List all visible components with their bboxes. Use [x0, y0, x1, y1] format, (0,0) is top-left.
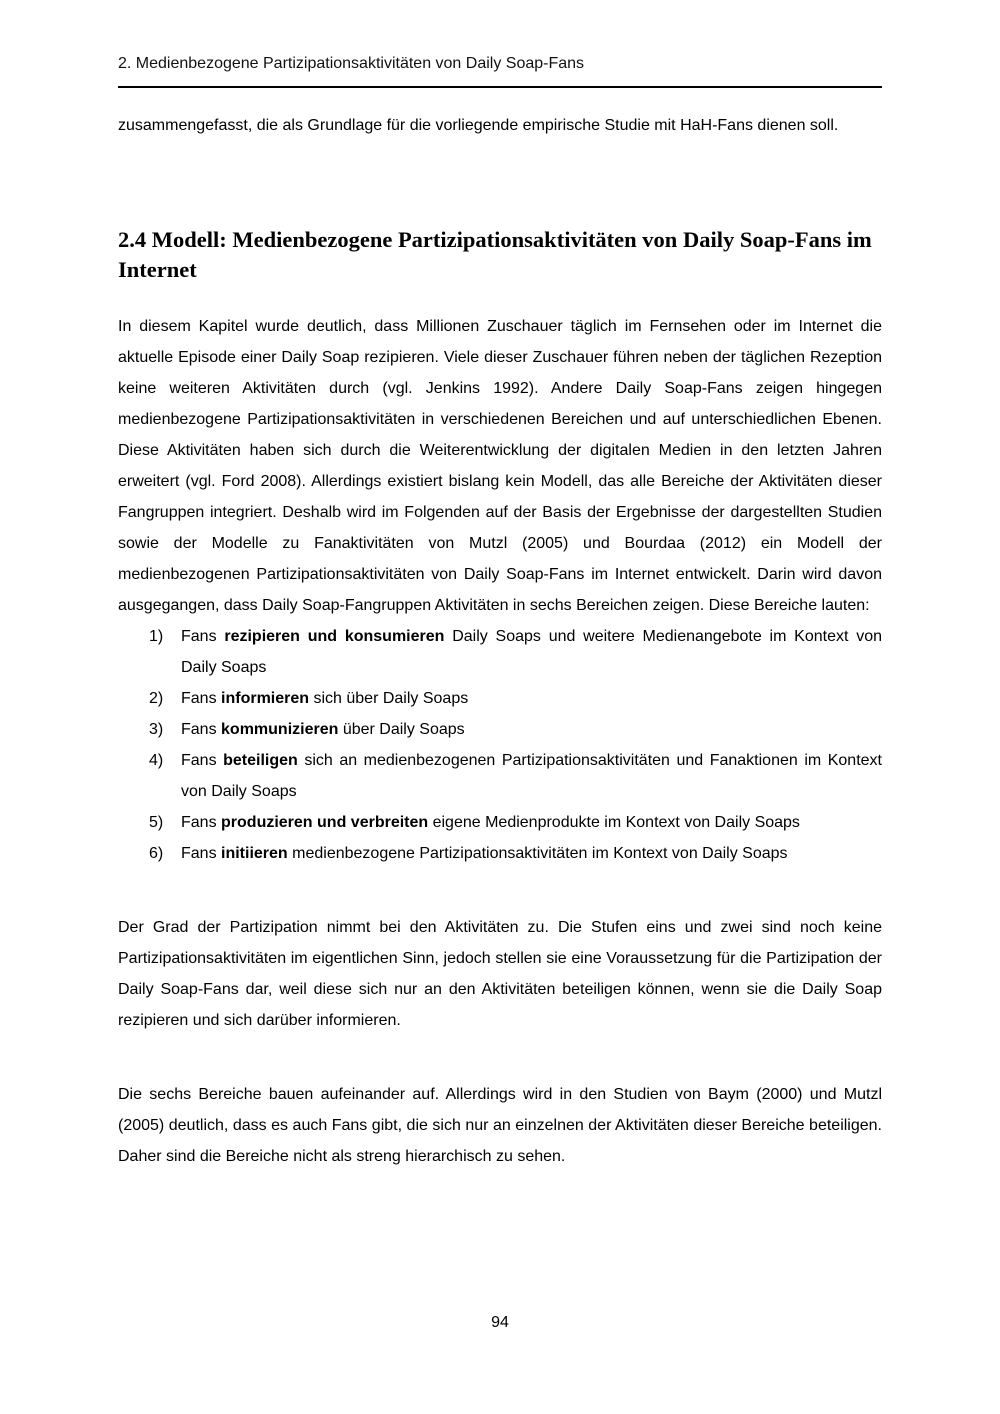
list-item — [118, 621, 882, 683]
list-item-text: Fans beteiligen sich an medienbezogenen Partizipationsaktivitäten und Fanaktionen im Kontext von Daily Soaps — [181, 752, 882, 800]
list-item-number: 5) — [149, 814, 164, 831]
list-item-number: 4) — [149, 752, 164, 769]
list-item-number: 2) — [149, 690, 164, 707]
list-item-number: 1) — [149, 628, 164, 645]
list-item-text: Fans initiieren medienbezogene Partizipationsaktivitäten im Kontext von Daily Soaps — [181, 845, 788, 862]
body-paragraph-1: In diesem Kapitel wurde deutlich, dass Millionen Zuschauer täglich im Fernsehen oder im Internet die aktuelle Episode einer Daily Soap rezipieren. Viele dieser Zuschauer führen neben der täglichen Rezeption keine weiteren Aktivitäten durch (vgl. Jenkins 1992). Andere Daily Soap-Fans zeigen hingegen medienbezogene Partizipationsaktivitäten in verschiedenen Bereichen und auf unterschiedlichen Ebenen. Diese Aktivitäten haben sich durch die Weiterentwicklung der digitalen Medien in den letzten Jahren erweitert (vgl. Ford 2008). Allerdings existiert bislang kein Modell, das alle Bereiche der Aktivitäten dieser Fangruppen integriert. Deshalb wird im Folgenden auf der Basis der Ergebnisse der dargestellten Studien sowie der Modelle zu Fanaktivitäten von Mutzl (2005) und Bourdaa (2012) ein Modell der medienbezogenen Partizipationsaktivitäten von Daily Soap-Fans im Internet entwickelt. Darin wird davon ausgegangen, dass Daily Soap-Fangruppen Aktivitäten in sechs Bereichen zeigen. Diese Bereiche lauten: — [118, 318, 882, 614]
body-paragraph-3: Die sechs Bereiche bauen aufeinander auf. Allerdings wird in den Studien von Baym (2000) und Mutzl (2005) deutlich, dass es auch Fans gibt, die sich nur an einzelnen der Aktivitäten dieser Bereiche beteiligen. Daher sind die Bereiche nicht als streng hierarchisch zu sehen. — [118, 1086, 882, 1165]
list-item — [118, 745, 882, 807]
list-item-text: Fans produzieren und verbreiten eigene Medienprodukte im Kontext von Daily Soaps — [181, 814, 800, 831]
running-head: 2. Medienbezogene Partizipationsaktivitäten von Daily Soap-Fans — [118, 55, 585, 72]
section-heading: 2.4 Modell: Medienbezogene Partizipationsaktivitäten von Daily Soap-Fans im Internet — [118, 227, 872, 282]
page-number: 94 — [491, 1314, 509, 1331]
list-item — [118, 714, 882, 745]
list-item-number: 6) — [149, 845, 164, 862]
list-item-number: 3) — [149, 721, 164, 738]
list-item-text: Fans rezipieren und konsumieren Daily Soaps und weitere Medienangebote im Kontext von Daily Soaps — [181, 628, 883, 676]
list-item-text: Fans informieren sich über Daily Soaps — [181, 690, 469, 707]
intro-paragraph: zusammengefasst, die als Grundlage für die vorliegende empirische Studie mit HaH-Fans dienen soll. — [118, 117, 839, 134]
list-item-text: Fans kommunizieren über Daily Soaps — [181, 721, 465, 738]
page-content — [118, 0, 882, 1172]
header-rule — [118, 86, 882, 88]
body-paragraph-2: Der Grad der Partizipation nimmt bei den Aktivitäten zu. Die Stufen eins und zwei sind noch keine Partizipationsaktivitäten im eigentlichen Sinn, jedoch stellen sie eine Voraussetzung für die Partizipation der Daily Soap-Fans dar, weil diese sich nur an den Aktivitäten beteiligen können, wenn sie die Daily Soap rezipieren und sich darüber informieren. — [118, 919, 882, 1029]
activity-list — [118, 621, 882, 869]
list-item — [118, 838, 882, 869]
list-item — [118, 683, 882, 714]
list-item — [118, 807, 882, 838]
